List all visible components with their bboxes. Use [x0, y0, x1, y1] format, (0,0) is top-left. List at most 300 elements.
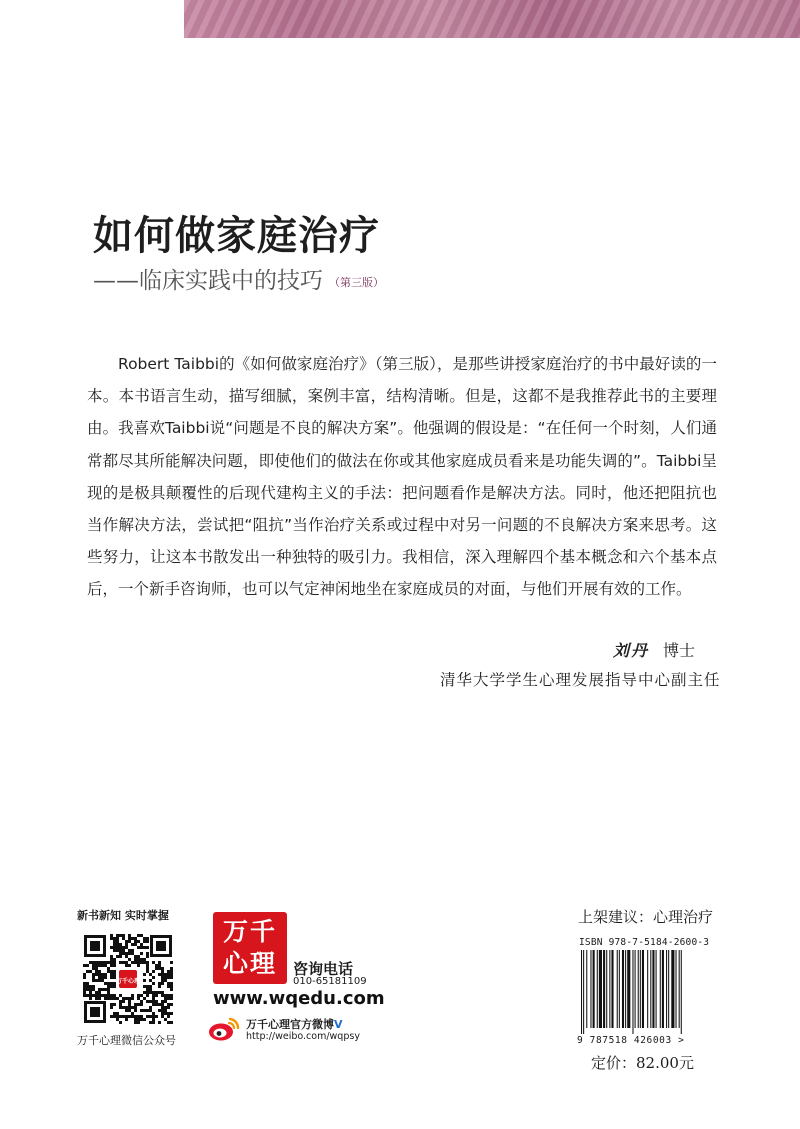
qr-module	[116, 1012, 119, 1015]
qr-module	[89, 997, 92, 1000]
barcode-bar	[635, 950, 636, 1028]
qr-caption-top: 新书新知 实时掌握	[77, 909, 169, 922]
qr-module	[107, 961, 110, 964]
hotline-label: 咨询电话	[293, 960, 354, 978]
publisher-logo	[213, 912, 287, 984]
qr-module	[113, 973, 116, 976]
qr-module	[128, 1015, 131, 1018]
qr-module	[101, 994, 104, 997]
qr-module	[89, 988, 92, 991]
qr-module	[128, 958, 131, 961]
qr-module	[149, 1000, 152, 1003]
qr-module	[146, 1000, 149, 1003]
qr-module	[146, 1015, 149, 1018]
qr-module	[92, 964, 95, 967]
qr-module	[110, 946, 113, 949]
qr-module	[140, 943, 143, 946]
qr-module	[110, 970, 113, 973]
barcode-bar	[619, 950, 620, 1028]
barcode-digits: 9 787518 426003 >	[577, 1035, 685, 1046]
barcode-bar	[679, 950, 680, 1028]
qr-module	[122, 1000, 125, 1003]
qr-module	[155, 994, 158, 997]
qr-module	[119, 946, 122, 949]
qr-module	[125, 964, 128, 967]
qr-module	[149, 1021, 152, 1024]
qr-module	[116, 1018, 119, 1021]
qr-module	[170, 967, 173, 970]
qr-module	[110, 1006, 113, 1009]
barcode-bar	[650, 950, 651, 1028]
qr-module	[125, 997, 128, 1000]
barcode-bar	[625, 950, 626, 1028]
book-price: 定价：82.00元	[591, 1054, 694, 1072]
qr-module	[83, 994, 86, 997]
qr-module	[116, 997, 119, 1000]
qr-module	[140, 961, 143, 964]
edition-label: （第三版）	[329, 276, 384, 289]
qr-module	[104, 964, 107, 967]
barcode-bar	[622, 950, 624, 1028]
qr-module	[95, 979, 98, 982]
qr-module	[149, 985, 152, 988]
qr-module	[164, 979, 167, 982]
qr-module	[140, 1009, 143, 1012]
qr-module	[122, 1006, 125, 1009]
weibo-verified-icon: V	[334, 1018, 343, 1031]
barcode-bar	[611, 950, 613, 1028]
qr-module	[161, 979, 164, 982]
qr-module	[143, 937, 146, 940]
qr-module	[146, 967, 149, 970]
qr-module	[167, 1015, 170, 1018]
barcode-bar	[603, 950, 605, 1028]
qr-module	[104, 997, 107, 1000]
barcode-bar	[590, 950, 591, 1028]
qr-module	[164, 1018, 167, 1021]
barcode-bar	[652, 950, 654, 1028]
qr-module	[119, 1003, 122, 1006]
qr-module	[137, 946, 140, 949]
qr-module	[128, 997, 131, 1000]
qr-module	[137, 958, 140, 961]
qr-module	[92, 976, 95, 979]
qr-module	[101, 979, 104, 982]
qr-module	[161, 1012, 164, 1015]
qr-module	[122, 961, 125, 964]
qr-module	[149, 979, 152, 982]
review-paragraph: Robert Taibbi的《如何做家庭治疗》（第三版），是那些讲授家庭治疗的书中最好读的一本。本书语言生动，描写细腻，案例丰富，结构清晰。但是，这都不是我推荐此书的主要理由。我喜欢Taibbi说“问题是不良的解决方案”。他强调的假设是：“在任何一个时刻，人们通常都尽其所能解决问题，即使他们的做法在你或其他家庭成员看来是功能失调的”。Taibbi呈现的是极具颠覆性的后现代建构主义的手法：把问题看作是解决方法。同时，他还把阻抗也当作解决方法，尝试把“阻抗”当作治疗关系或过程中对另一问题的不良解决方案来思考。这些努力，让这本书散发出一种独特的吸引力。我相信，深入理解四个基本概念和六个基本点后，一个新手咨询师，也可以气定神闲地坐在家庭成员的对面，与他们开展有效的工作。	[87, 355, 717, 599]
qr-module	[128, 1000, 131, 1003]
qr-module	[101, 976, 104, 979]
qr-module	[158, 985, 161, 988]
qr-module	[137, 1003, 140, 1006]
qr-module	[95, 961, 98, 964]
qr-module	[152, 994, 155, 997]
qr-module	[155, 1003, 158, 1006]
qr-module	[107, 982, 110, 985]
qr-module	[98, 964, 101, 967]
qr-module	[167, 985, 170, 988]
qr-module	[113, 937, 116, 940]
qr-module	[167, 994, 170, 997]
qr-module	[161, 976, 164, 979]
qr-module	[116, 934, 119, 937]
qr-module	[164, 1006, 167, 1009]
barcode-bar	[627, 950, 630, 1028]
qr-module	[140, 1000, 143, 1003]
qr-module	[149, 973, 152, 976]
qr-module	[134, 943, 137, 946]
qr-module	[104, 973, 107, 976]
qr-module	[170, 997, 173, 1000]
qr-module	[116, 1015, 119, 1018]
qr-caption-bottom: 万千心理微信公众号	[77, 1034, 176, 1047]
barcode-bar	[676, 950, 677, 1028]
qr-module	[134, 940, 137, 943]
qr-module	[101, 964, 104, 967]
qr-module	[107, 988, 110, 991]
qr-module	[152, 976, 155, 979]
qr-module	[137, 1018, 140, 1021]
qr-module	[113, 961, 116, 964]
qr-module	[107, 994, 110, 997]
qr-module	[161, 1015, 164, 1018]
qr-module	[113, 970, 116, 973]
qr-module	[143, 997, 146, 1000]
qr-module	[98, 973, 101, 976]
qr-module	[134, 958, 137, 961]
qr-module	[128, 940, 131, 943]
qr-module	[110, 1015, 113, 1018]
qr-module	[143, 1009, 146, 1012]
qr-module	[110, 976, 113, 979]
qr-module	[158, 1003, 161, 1006]
qr-module	[164, 976, 167, 979]
qr-module	[113, 1015, 116, 1018]
weibo-label-text: 万千心理官方微博	[246, 1018, 334, 1031]
qr-module	[143, 979, 146, 982]
qr-module	[143, 985, 146, 988]
qr-module	[116, 943, 119, 946]
qr-module	[158, 964, 161, 967]
qr-module	[128, 1003, 131, 1006]
qr-module	[146, 955, 149, 958]
qr-module	[146, 961, 149, 964]
qr-module	[83, 991, 86, 994]
qr-module	[122, 952, 125, 955]
qr-module	[83, 964, 86, 967]
qr-module	[137, 964, 140, 967]
qr-module	[155, 1000, 158, 1003]
qr-module	[140, 1018, 143, 1021]
qr-module	[128, 1006, 131, 1009]
qr-module	[161, 1006, 164, 1009]
barcode-bar	[638, 950, 639, 1028]
shelf-suggestion: 上架建议：心理治疗	[578, 908, 714, 926]
qr-module	[167, 1003, 170, 1006]
qr-module	[149, 988, 152, 991]
qr-module	[134, 1015, 137, 1018]
qr-module	[95, 964, 98, 967]
barcode-bar	[597, 950, 598, 1028]
qr-module	[104, 961, 107, 964]
qr-module	[152, 1003, 155, 1006]
barcode-bar	[640, 950, 641, 1028]
qr-module	[134, 1018, 137, 1021]
qr-module	[167, 976, 170, 979]
qr-module	[146, 964, 149, 967]
qr-module	[143, 961, 146, 964]
qr-module	[113, 940, 116, 943]
qr-module	[170, 961, 173, 964]
qr-module	[152, 961, 155, 964]
qr-module	[161, 967, 164, 970]
qr-module	[134, 1006, 137, 1009]
qr-module	[92, 967, 95, 970]
qr-module	[137, 1015, 140, 1018]
author-affiliation: 清华大学学生心理发展指导中心副主任	[440, 671, 721, 689]
qr-module	[95, 967, 98, 970]
qr-module	[149, 991, 152, 994]
qr-module	[146, 991, 149, 994]
publisher-website: www.wqedu.com	[213, 988, 385, 1009]
qr-module	[161, 991, 164, 994]
qr-module	[149, 1006, 152, 1009]
qr-module	[125, 1015, 128, 1018]
qr-module	[110, 985, 113, 988]
qr-module	[125, 1006, 128, 1009]
qr-module	[134, 1021, 137, 1024]
qr-module	[143, 946, 146, 949]
qr-module	[134, 1003, 137, 1006]
qr-module	[161, 1000, 164, 1003]
qr-module	[113, 994, 116, 997]
qr-module	[146, 994, 149, 997]
qr-module	[170, 988, 173, 991]
qr-module	[92, 979, 95, 982]
qr-module	[95, 994, 98, 997]
qr-module	[158, 1009, 161, 1012]
qr-module	[101, 961, 104, 964]
qr-module	[137, 997, 140, 1000]
qr-module	[113, 1012, 116, 1015]
qr-module	[92, 988, 95, 991]
qr-module	[146, 946, 149, 949]
qr-module	[152, 1012, 155, 1015]
qr-module	[113, 943, 116, 946]
barcode-bar	[642, 950, 644, 1028]
qr-module	[152, 997, 155, 1000]
qr-module	[119, 949, 122, 952]
qr-module	[155, 967, 158, 970]
qr-module	[167, 1012, 170, 1015]
qr-module	[92, 961, 95, 964]
qr-module	[116, 937, 119, 940]
qr-module	[83, 988, 86, 991]
qr-module	[152, 991, 155, 994]
qr-module	[119, 1015, 122, 1018]
qr-module	[125, 1018, 128, 1021]
qr-module	[140, 934, 143, 937]
barcode-bar	[666, 950, 667, 1028]
qr-module	[125, 952, 128, 955]
qr-module	[110, 964, 113, 967]
qr-module	[89, 991, 92, 994]
qr-module	[119, 1021, 122, 1024]
qr-module	[152, 1018, 155, 1021]
qr-module	[107, 997, 110, 1000]
qr-module	[95, 973, 98, 976]
barcode-bar	[632, 950, 633, 1034]
qr-module	[122, 937, 125, 940]
author-name: 刘丹	[613, 641, 650, 660]
qr-module	[131, 994, 134, 997]
qr-module	[86, 982, 89, 985]
qr-module	[131, 1006, 134, 1009]
qr-module	[86, 994, 89, 997]
qr-module	[119, 994, 122, 997]
qr-module	[134, 961, 137, 964]
qr-module	[119, 943, 122, 946]
qr-module	[125, 961, 128, 964]
qr-module	[104, 982, 107, 985]
qr-module	[125, 1009, 128, 1012]
qr-module	[113, 958, 116, 961]
qr-module	[140, 952, 143, 955]
qr-module	[98, 979, 101, 982]
qr-module	[131, 1012, 134, 1015]
qr-module	[128, 1009, 131, 1012]
qr-module	[110, 997, 113, 1000]
weibo-icon	[207, 1016, 241, 1042]
barcode-bar	[662, 950, 664, 1028]
qr-module	[134, 1009, 137, 1012]
qr-module	[158, 991, 161, 994]
qr-module	[140, 946, 143, 949]
qr-module	[155, 1015, 158, 1018]
qr-module	[152, 1000, 155, 1003]
qr-module	[98, 970, 101, 973]
qr-module	[146, 952, 149, 955]
qr-module	[152, 982, 155, 985]
logo-line2: 心理	[222, 949, 277, 978]
qr-module	[122, 1015, 125, 1018]
qr-module	[113, 997, 116, 1000]
qr-module	[125, 940, 128, 943]
barcode-bar	[647, 950, 648, 1028]
qr-module	[116, 955, 119, 958]
qr-module	[110, 982, 113, 985]
qr-module	[107, 967, 110, 970]
qr-module	[89, 970, 92, 973]
barcode-bar	[681, 950, 682, 1034]
qr-module	[92, 973, 95, 976]
qr-module	[125, 955, 128, 958]
logo-line1: 万千	[222, 917, 277, 946]
barcode-bar	[599, 950, 602, 1028]
qr-module	[95, 970, 98, 973]
qr-module	[164, 997, 167, 1000]
qr-module	[89, 961, 92, 964]
qr-module	[152, 1021, 155, 1024]
qr-module	[116, 949, 119, 952]
qr-module	[152, 970, 155, 973]
qr-module	[170, 1021, 173, 1024]
qr-module	[158, 1021, 161, 1024]
qr-module	[158, 961, 161, 964]
barcode-bar	[609, 950, 610, 1028]
qr-module	[101, 973, 104, 976]
qr-module	[143, 958, 146, 961]
qr-module	[131, 1015, 134, 1018]
qr-module	[119, 934, 122, 937]
qr-module	[164, 973, 167, 976]
author-title: 博士	[663, 641, 696, 660]
qr-module	[122, 946, 125, 949]
qr-module	[140, 1015, 143, 1018]
qr-module	[128, 964, 131, 967]
subtitle-text: ——临床实践中的技巧	[93, 268, 323, 294]
qr-module	[167, 1021, 170, 1024]
qr-module	[164, 1000, 167, 1003]
qr-module	[158, 982, 161, 985]
qr-module	[98, 994, 101, 997]
barcode-bar	[668, 950, 669, 1028]
qr-module	[146, 985, 149, 988]
barcode-bar	[606, 950, 607, 1028]
qr-module	[161, 994, 164, 997]
qr-module	[107, 985, 110, 988]
weibo-label	[246, 1016, 343, 1032]
qr-module	[161, 970, 164, 973]
wechat-qr-code	[82, 933, 174, 1025]
qr-module	[113, 985, 116, 988]
qr-module	[98, 976, 101, 979]
qr-module	[83, 976, 86, 979]
qr-module	[128, 937, 131, 940]
qr-module	[149, 1015, 152, 1018]
qr-module	[170, 976, 173, 979]
qr-module	[83, 985, 86, 988]
qr-module	[143, 991, 146, 994]
qr-module	[122, 949, 125, 952]
qr-module	[158, 973, 161, 976]
qr-module	[170, 973, 173, 976]
qr-module	[137, 955, 140, 958]
qr-module	[170, 994, 173, 997]
qr-module	[113, 964, 116, 967]
qr-module	[116, 946, 119, 949]
qr-module	[131, 997, 134, 1000]
qr-module	[143, 1018, 146, 1021]
qr-module	[167, 973, 170, 976]
qr-module	[110, 934, 113, 937]
isbn-number: ISBN 978-7-5184-2600-3	[579, 937, 710, 948]
barcode-bar	[660, 950, 661, 1028]
qr-module	[137, 961, 140, 964]
qr-module	[146, 988, 149, 991]
qr-module	[167, 997, 170, 1000]
review-author	[613, 638, 695, 661]
qr-module	[122, 934, 125, 937]
qr-module	[95, 991, 98, 994]
qr-module	[170, 1003, 173, 1006]
qr-module	[116, 940, 119, 943]
qr-module	[119, 961, 122, 964]
weibo-url: http://weibo.com/wqpsy	[246, 1031, 360, 1042]
qr-module	[110, 961, 113, 964]
